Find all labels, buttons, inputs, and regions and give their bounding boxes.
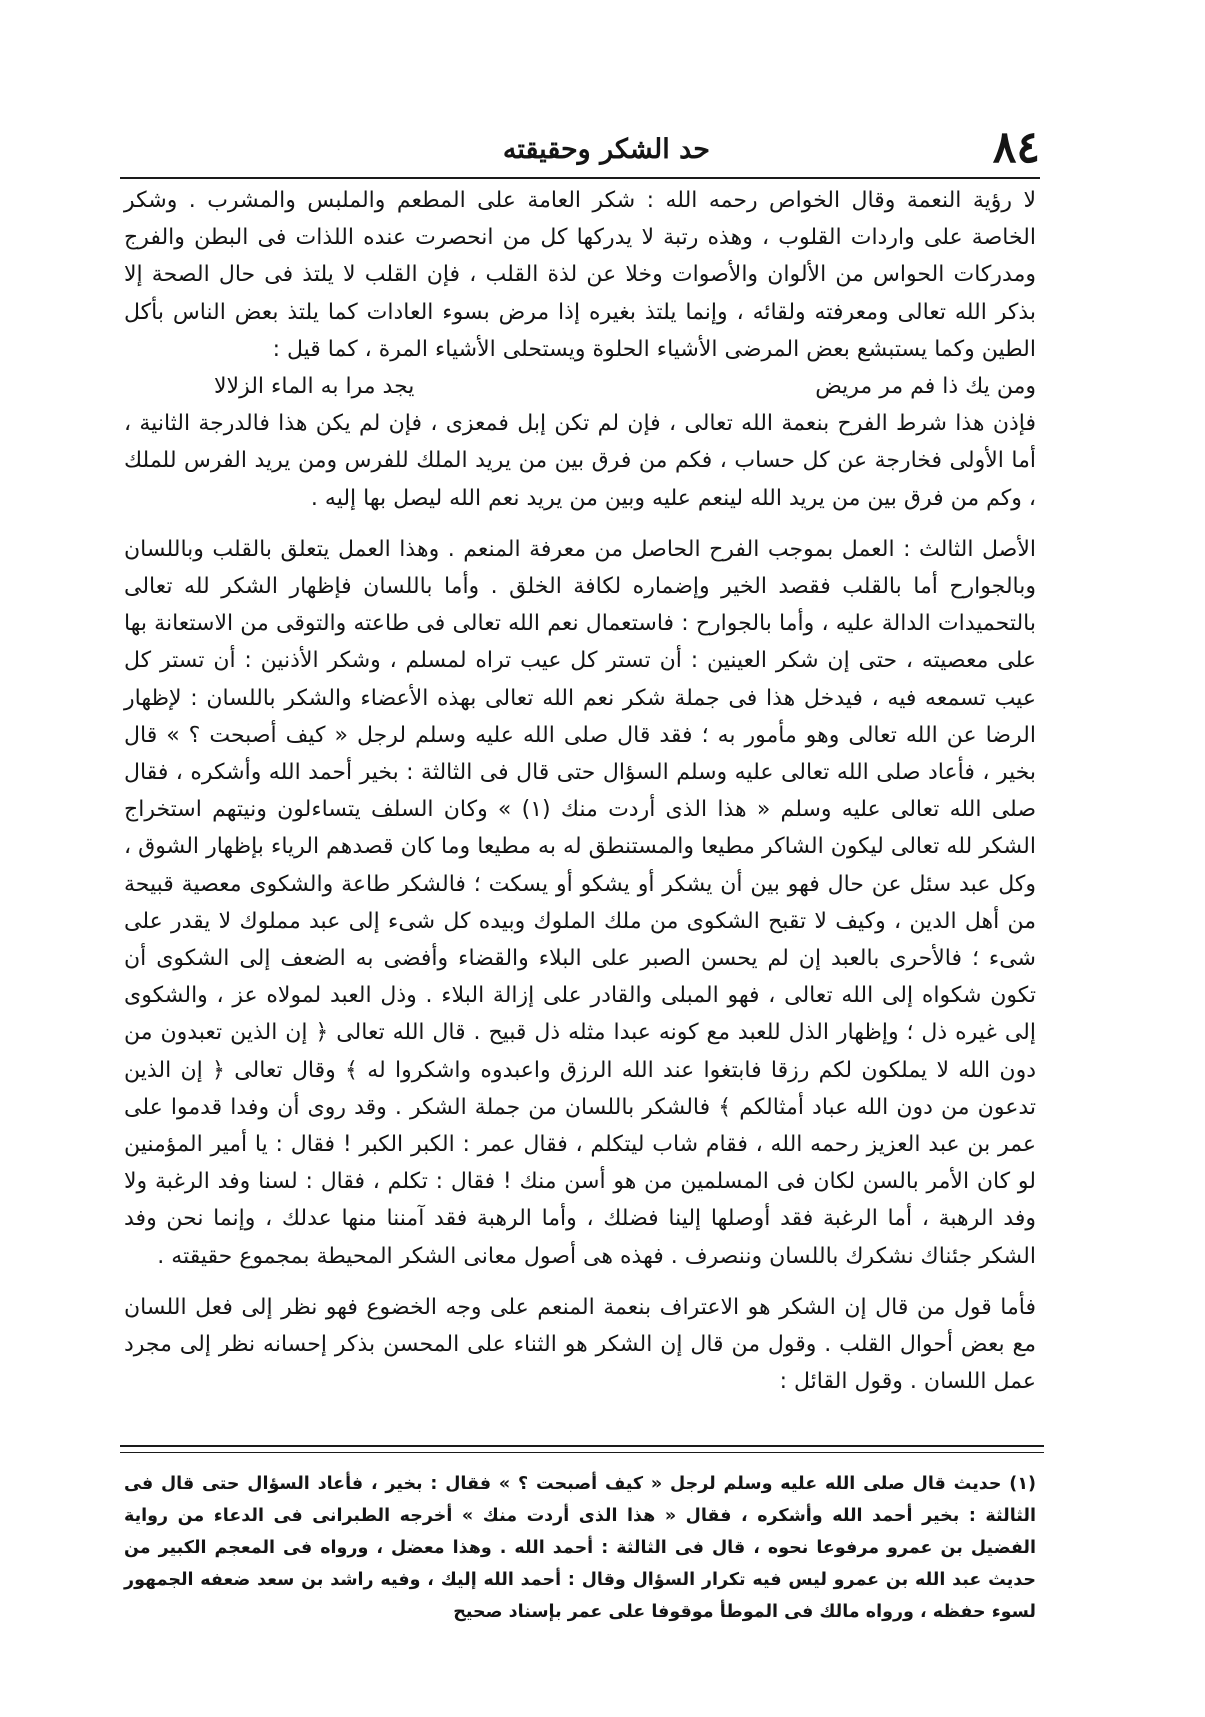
- page-number: ٨٤: [992, 122, 1040, 173]
- footnotes: [124, 1468, 1036, 1628]
- main-text: [124, 182, 1036, 1401]
- paragraph: فإذن هذا شرط الفرح بنعمة الله تعالى ، فإن لم تكن إبل فمعزى ، فإن لم يكن هذا فالدرجة الثانية ، أما الأولى فخارجة عن كل حساب ، فكم من فرق بين من يريد الملك للفرس ومن يريد الفرس للملك ، وكم من فرق بين من يريد الله لينعم عليه وبين من يريد نعم الله ليصل بها إليه .: [124, 411, 1036, 511]
- footnote: (١) حديث قال صلى الله عليه وسلم لرجل « كيف أصبحت ؟ » فقال : بخير ، فأعاد السؤال حتى قال فى الثالثة : بخير أحمد الله وأشكره ، فقال « هذا الذى أردت منك » أخرجه الطبرانى فى الدعاء من رواية الفضيل بن عمرو مرفوعا نحوه ، قال فى الثالثة : أحمد الله . وهذا معضل ، ورواه فى المعجم الكبير من حديث عبد الله بن عمرو ليس فيه تكرار السؤال وقال : أحمد الله إليك ، وفيه راشد بن سعد ضعفه الجمهور لسوء حفظه ، ورواه مالك فى الموطأ موقوفا على عمر بإسناد صحيح: [124, 1474, 1036, 1622]
- header-rule: [120, 177, 1040, 179]
- paragraph: الأصل الثالث : العمل بموجب الفرح الحاصل من معرفة المنعم . وهذا العمل يتعلق بالقلب وباللسان وبالجوارح أما بالقلب فقصد الخير وإضماره لكافة الخلق . وأما باللسان فإظهار الشكر لله تعالى بالتحميدات الدالة عليه ، وأما بالجوارح : فاستعمال نعم الله تعالى فى طاعته والتوقى من الاستعانة بها على معصيته ، حتى إن شكر العينين : أن تستر كل عيب تراه لمسلم ، وشكر الأذنين : أن تستر كل عيب تسمعه فيه ، فيدخل هذا فى جملة شكر نعم الله تعالى بهذه الأعضاء والشكر باللسان : لإظهار الرضا عن الله تعالى وهو مأمور به ؛ فقد قال صلى الله عليه وسلم لرجل « كيف أصبحت ؟ » قال بخير ، فأعاد صلى الله تعالى عليه وسلم السؤال حتى قال فى الثالثة : بخير أحمد الله وأشكره ، فقال صلى الله تعالى عليه وسلم « هذا الذى أردت منك (١) » وكان السلف يتساءلون ونيتهم استخراج الشكر لله تعالى ليكون الشاكر مطيعا والمستنطق له به مطيعا وما كان قصدهم الرياء بإظهار الشوق ، وكل عبد سئل عن حال فهو بين أن يشكر أو يشكو أو يسكت ؛ فالشكر طاعة والشكوى معصية قبيحة من أهل الدين ، وكيف لا تقبح الشكوى من ملك الملوك وبيده كل شىء إلى عبد مملوك لا يقدر على شىء ؛ فالأحرى بالعبد إن لم يحسن الصبر على البلاء والقضاء وأفضى به الضعف إلى الشكوى أن تكون شكواه إلى الله تعالى ، فهو المبلى والقادر على إزالة البلاء . وذل العبد لمولاه عز ، والشكوى إلى غيره ذل ؛ وإظهار الذل للعبد مع كونه عبدا مثله ذل قبيح . قال الله تعالى ﴿ إن الذين تعبدون من دون الله لا يملكون لكم رزقا فابتغوا عند الله الرزق واعبدوه واشكروا له ﴾ وقال تعالى ﴿ إن الذين تدعون من دون الله عباد أمثالكم ﴾ فالشكر باللسان من جملة الشكر . وقد روى أن وفدا قدموا على عمر بن عبد العزيز رحمه الله ، فقام شاب ليتكلم ، فقال عمر : الكبر الكبر ! فقال : يا أمير المؤمنين لو كان الأمر بالسن لكان فى المسلمين من هو أسن منك ! فقال : تكلم ، فقال : لسنا وفد الرغبة ولا وفد الرهبة ، أما الرغبة فقد أوصلها إلينا فضلك ، وأما الرهبة فقد آمننا منها عدلك ، وإنما نحن وفد الشكر جئناك نشكرك باللسان وننصرف . فهذه هى أصول معانى الشكر المحيطة بمجموع حقيقته .: [124, 536, 1036, 1269]
- paragraph: لا رؤية النعمة وقال الخواص رحمه الله : شكر العامة على المطعم والملبس والمشرب . وشكر الخاصة على واردات القلوب ، وهذه رتبة لا يدركها كل من انحصرت عنده اللذات فى البطن والفرج ومدركات الحواس من الألوان والأصوات وخلا عن لذة القلب ، فإن القلب لا يلتذ فى حال الصحة إلا بذكر الله تعالى ومعرفته ولقائه ، وإنما يلتذ بغيره إذا مرض بسوء العادات كما يلتذ بعض الناس بأكل الطين وكما يستبشع بعض المرضى الأشياء الحلوة ويستحلى الأشياء المرة ، كما قيل :: [124, 188, 1036, 362]
- poem-first-hemistich: ومن يك ذا فم مر مريض: [815, 374, 1036, 400]
- running-title: حد الشكر وحقيقته: [502, 134, 710, 165]
- footnote-separator: [120, 1452, 1044, 1453]
- footnote-separator: [120, 1445, 1044, 1447]
- poem-verse: [124, 368, 1036, 405]
- paragraph: فأما قول من قال إن الشكر هو الاعتراف بنعمة المنعم على وجه الخضوع فهو نظر إلى فعل اللسان مع بعض أحوال القلب . وقول من قال إن الشكر هو الثناء على المحسن بذكر إحسانه نظر إلى مجرد عمل اللسان . وقول القائل :: [124, 1294, 1036, 1395]
- poem-second-hemistich: يجد مرا به الماء الزلالا: [214, 374, 415, 400]
- page-header: [120, 120, 1040, 180]
